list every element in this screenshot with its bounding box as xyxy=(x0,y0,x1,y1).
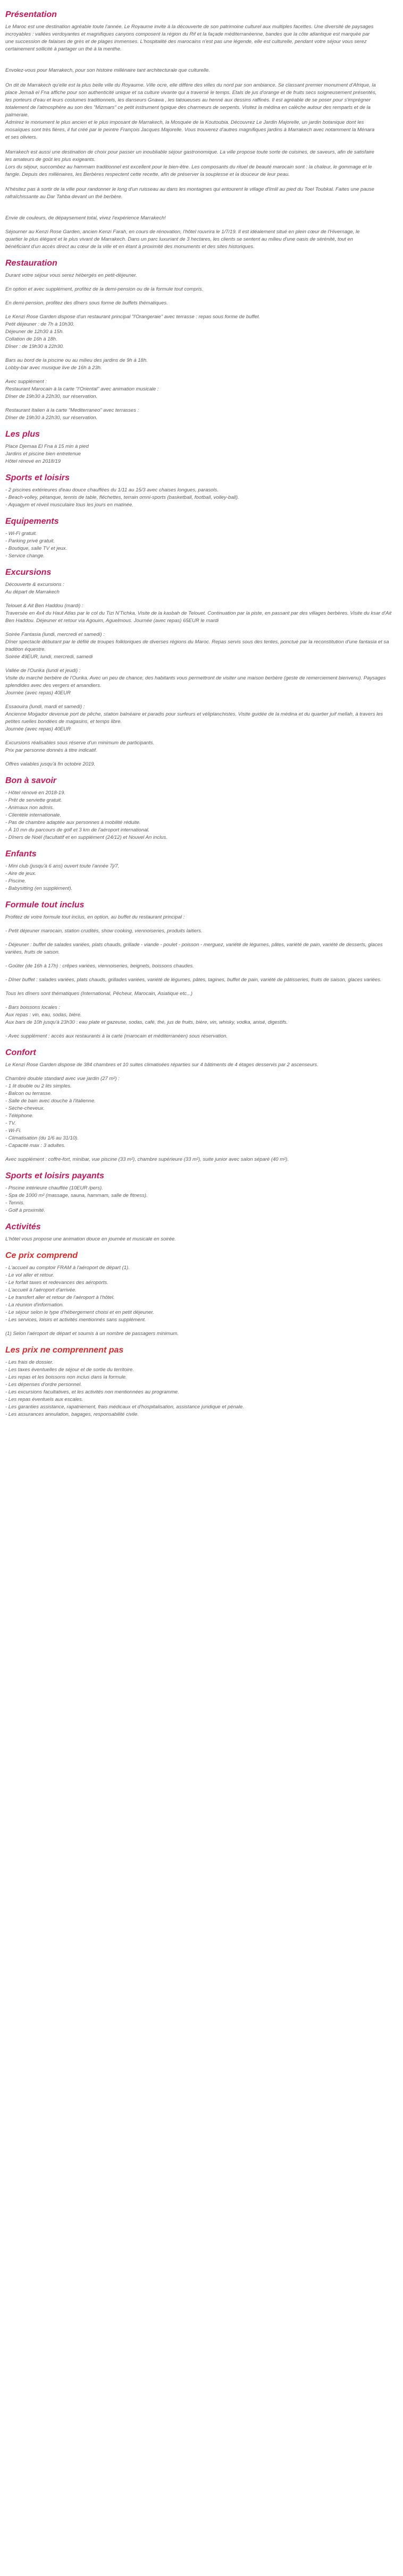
section-title: Sports et loisirs xyxy=(5,473,70,482)
section-title: Les plus xyxy=(5,430,40,439)
paragraph xyxy=(5,914,398,921)
text-line: Restaurant Italien à la carte "Mediterraneo" avec terrasses : xyxy=(5,407,139,413)
text-line: - L'accueil au comptoir FRAM à l'aéroport de départ (1). xyxy=(5,1265,130,1271)
paragraph xyxy=(5,990,398,998)
section xyxy=(5,1222,398,1243)
text-line: Collation de 16h à 18h. xyxy=(5,336,57,342)
text-line: - Sèche-cheveux. xyxy=(5,1106,45,1111)
section-title: Confort xyxy=(5,1048,36,1057)
text-line: Lors du séjour, succombez au hammam traditionnel est excellent pour le bien-être. Les composants du rituel de beauté marocain sont : la chaleur, le gommage et le fangle. Depuis des millénaires, les Berbères respectent cette recette, afin de préserver la souplesse et la douceur de leur peau. xyxy=(5,164,374,177)
section xyxy=(5,258,398,422)
text-line: - Piscine intérieure chauffée (10EUR /pers). xyxy=(5,1185,103,1191)
paragraph xyxy=(5,581,398,596)
paragraph xyxy=(5,976,398,984)
text-line: - Golf à proximité. xyxy=(5,1208,45,1213)
paragraph xyxy=(5,82,377,141)
text-line: - Hôtel rénové en 2018-19. xyxy=(5,790,66,796)
paragraph xyxy=(5,928,398,935)
text-line: Dîner de 19h30 à 22h30, sur réservation. xyxy=(5,415,98,421)
text-line: Journée (avec repas) 40EUR xyxy=(5,726,71,732)
text-line: Envie de couleurs, de dépaysement total, vivez l'expérience Marrakech! xyxy=(5,215,166,221)
text-line: Jardins et piscine bien entretenue xyxy=(5,451,81,457)
paragraph xyxy=(5,963,398,970)
text-line: - L'accueil à l'aéroport d'arrivée. xyxy=(5,1287,77,1293)
text-line: Essaouira (lundi, mardi et samedi) : xyxy=(5,704,85,710)
text-line: Aux bars de 10h jusqu'à 23h30 : eau plate et gazeuse, sodas, café, thé, jus de fruits, bière, vin, whisky, vodka, anisé, digestifs. xyxy=(5,1019,288,1025)
text-line: - À 10 mn du parcours de golf et 3 km de l'aéroport international. xyxy=(5,827,150,833)
text-line: Au départ de Marrakech xyxy=(5,589,60,595)
paragraph xyxy=(5,186,377,201)
paragraph xyxy=(5,1264,398,1324)
text-line: - Wi-Fi. xyxy=(5,1128,22,1134)
section xyxy=(5,776,398,841)
text-line: N'hésitez pas à sortir de la ville pour randonner le long d'un ruisseau au dans les montagnes qui entourent le village d'Imlil au pied du Toel Toubkal. Faites une pause rafraîchissante au Dar Tahba devant un thé berbère. xyxy=(5,186,376,200)
paragraph xyxy=(5,313,398,351)
text-line: Traversée en 4x4 du Haut Atlas par le col du Tizi N'Tichka. Visite de la kasbah de Telouet. Continuation par la piste, en passant par des villages berbères. Visite du ksar d'Ait Ben Haddou. Déjeuner et retour via Agouim, Aguelmous. Journée (avec repas) 65EUR le mardi xyxy=(5,610,393,624)
text-line: Découverte & excursions : xyxy=(5,582,64,588)
text-line: Offres valables jusqu'à fin octobre 2019. xyxy=(5,761,96,767)
paragraph xyxy=(5,407,398,422)
text-line: Dîner : de 19h30 à 22h30. xyxy=(5,344,64,350)
text-line: - Balcon ou terrasse. xyxy=(5,1091,52,1096)
text-line: - Les frais de dossier. xyxy=(5,1359,54,1365)
section xyxy=(5,1048,398,1163)
paragraph xyxy=(5,149,377,178)
text-line: Prix par personne donnés à titre indicatif. xyxy=(5,747,97,753)
text-line: Dîner de 19h30 à 22h30, sur réservation. xyxy=(5,394,98,399)
section xyxy=(5,1251,398,1338)
section xyxy=(5,1345,398,1418)
paragraph xyxy=(5,1061,398,1069)
text-line: Admirez le monument le plus ancien et le plus imposant de Marrakech, la Mosquée de la Koutoubia. Découvrez Le Jardin Majorelle, un jardin botanique dont les mosaïques sont très fières, il fut créé par le peintre François Jacques Majorelle. Vous trouverez d'autres magnifiques jardins à Marrakech avec notamment la Ménara et ses oliviers. xyxy=(5,120,376,140)
text-line: En option et avec supplément, profitez de la demi-pension ou de la formule tout compris. xyxy=(5,286,204,292)
text-line: - TV. xyxy=(5,1120,16,1126)
paragraph xyxy=(5,67,377,74)
section-title: Equipements xyxy=(5,517,59,526)
text-line: - Les services, loisirs et activités mentionnés sans supplément. xyxy=(5,1317,146,1323)
text-line: - Aquagym et réveil musculaire tous les jours en matinée. xyxy=(5,502,133,508)
section xyxy=(5,1171,398,1214)
text-line: - Les repas éventuels aux escales. xyxy=(5,1397,83,1402)
text-line: - Les assurances annulation, bagages, responsabilité civile. xyxy=(5,1412,139,1417)
text-line: Déjeuner de 12h30 à 15h. xyxy=(5,329,64,335)
text-line: - Bars boissons locales : xyxy=(5,1005,60,1010)
text-line: Ancienne Mogador devenue port de pêche, station balnéaire et paradis pour surfeurs et véliplanchistes. Visite guidée de la médina et du quartier juif mellah, à travers les petites ruelles bondées de magasins, et temps libre. xyxy=(5,711,384,725)
text-line: - Aire de jeux. xyxy=(5,871,37,877)
paragraph xyxy=(5,228,377,251)
paragraph xyxy=(5,1236,398,1243)
paragraph xyxy=(5,703,398,733)
text-line: Hôtel rénové en 2018/19 xyxy=(5,458,61,464)
text-line: - Le vol aller et retour. xyxy=(5,1272,55,1278)
text-line: - Animaux non admis. xyxy=(5,805,54,811)
text-line: L'hôtel vous propose une animation douce en journée et musicale en soirée. xyxy=(5,1236,176,1242)
section-title: Restauration xyxy=(5,259,57,268)
paragraph xyxy=(5,631,398,661)
text-line: - Les repas et les boissons non inclus dans la formule. xyxy=(5,1374,127,1380)
text-line: - Dîner buffet : salades variées, plats chauds, grillades variées, variété de légumes, pâtes, tagines, buffet de pain, variété de pâtisseries, fruits de saison, glaces variées. xyxy=(5,977,382,983)
text-line: - Parking privé gratuit. xyxy=(5,538,55,544)
text-line: - Piscine. xyxy=(5,878,27,884)
text-line: - Beach-volley, pétanque, tennis de table, fléchettes, terrain omni-sports (basketball, football, volley-ball). xyxy=(5,495,239,500)
text-line: Restaurant Marocain à la carte "l'Oriental" avec animation musicale : xyxy=(5,386,159,392)
text-line: - Le transfert aller et retour de l'aéroport à l'hôtel. xyxy=(5,1295,115,1300)
paragraph xyxy=(5,1359,398,1418)
section xyxy=(5,516,398,560)
paragraph xyxy=(5,215,377,222)
section xyxy=(5,473,398,509)
paragraph xyxy=(5,1004,398,1026)
section-title: Présentation xyxy=(5,10,57,19)
text-line: - Clientèle internationale. xyxy=(5,812,62,818)
paragraph xyxy=(5,23,377,53)
paragraph xyxy=(5,272,398,279)
text-line: On dit de Marrakech qu'elle est la plus belle ville du Royaume. Ville ocre, elle diffère des villes du nord par son ambiance. Se classant premier monument d'Afrique, la place Jemaâ el Fna affiche pour son authenticité unique et sa culture vivante qui a traversé le temps. Etals de jus d'orange et de fruits secs soigneusement présentés, les porteurs d'eau et leurs costumes traditionnels, les danseurs Gnawa , les tatoueuses au henné aux dessins raffinés. Il est agréable de se poser pour s'imprégner totalement de l'atmosphère au son des "Mizmars" ce petit instrument typique des charmeurs de serpents. Visitez la médina en calèche autour des remparts et de la palmeraie. xyxy=(5,82,378,118)
section xyxy=(5,849,398,892)
text-line: Profitez de votre formule tout inclus, en option, au buffet du restaurant principal : xyxy=(5,914,185,920)
text-line: Journée (avec repas) 40EUR xyxy=(5,690,71,696)
paragraph xyxy=(5,443,398,465)
text-line: Lobby-bar avec musique live de 16h à 23h. xyxy=(5,365,102,371)
section-title: Excursions xyxy=(5,568,52,577)
text-line: - Les excursions facultatives, et les activités non mentionnées au programme. xyxy=(5,1389,179,1395)
paragraph xyxy=(5,300,398,307)
section-title: Formule tout inclus xyxy=(5,900,85,909)
text-line: - Goûter (de 16h à 17h) : crêpes variées, viennoiseries, beignets, boissons chaudes. xyxy=(5,963,194,969)
text-line: - Pas de chambre adaptée aux personnes à mobilité réduite. xyxy=(5,820,141,826)
section xyxy=(5,10,398,251)
text-line: Séjourner au Kenzi Rose Garden, ancien Kenzi Farah, en cours de rénovation, l'hôtel rouvrira le 1/7/19. Il est idéalement situé en plein cœur de l'Hivernage, le quartier le plus élégant et le plus vivant de Marrakech. Dans un parc luxuriant de 3 hectares, les clients se sentent au milieu d'une oasis de sérénité, tout en bénéficiant d'un accès direct au cœur de la ville et en étant à proximité des monuments et des sites historiques. xyxy=(5,229,361,250)
text-line: - Tennis. xyxy=(5,1200,25,1206)
text-line: - Boutique, salle TV et jeux. xyxy=(5,546,68,551)
section xyxy=(5,900,398,1040)
text-line: - Spa de 1000 m² (massage, sauna, hammam, salle de fitness). xyxy=(5,1193,148,1198)
text-line: - Dîners de Noël (facultatif et en supplément (24/12) et Nouvel An inclus. xyxy=(5,835,167,840)
text-line: - Le séjour selon le type d'hébergement choisi et en petit déjeuner. xyxy=(5,1310,154,1315)
paragraph xyxy=(5,863,398,892)
text-line: Petit déjeuner : de 7h à 10h30. xyxy=(5,321,74,327)
text-line: - La réunion d'information. xyxy=(5,1302,64,1308)
text-line: - Wi-Fi gratuit. xyxy=(5,531,37,537)
section-title: Enfants xyxy=(5,849,37,858)
text-line: Telouet & Ait Ben Haddou (mardi) : xyxy=(5,603,83,609)
text-line: - Les taxes éventuelles de séjour et de sortie du territoire. xyxy=(5,1367,134,1373)
text-line: - Le forfait taxes et redevances des aéroports. xyxy=(5,1280,108,1286)
section-title: Les prix ne comprennent pas xyxy=(5,1346,124,1355)
text-line: - Petit déjeuner marocain, station crudités, show cooking, viennoiseries, produits laitiers. xyxy=(5,928,203,934)
text-line: - Babysitting (en supplément). xyxy=(5,886,73,891)
paragraph xyxy=(5,739,398,754)
paragraph xyxy=(5,1033,398,1040)
text-line: Place Djemaa El Fna à 15 min à pied xyxy=(5,444,89,449)
text-line: Visite du marché berbère de l'Ourika. Avec un peu de chance, des habitants vous permettront de visiter une maison berbère (geste de remerciement bienvenu). Paysages splendides avec des vergers et amandiers. xyxy=(5,675,388,688)
text-line: - Mini club (jusqu'à 6 ans) ouvert toute l'année 7j/7. xyxy=(5,863,120,869)
paragraph xyxy=(5,487,398,509)
text-line: Soirée 49EUR, lundi, mercredi, samedi xyxy=(5,654,93,660)
section-title: Bon à savoir xyxy=(5,776,57,785)
text-line: (1) Selon l'aéroport de départ et soumis à un nombre de passagers minimum. xyxy=(5,1331,179,1337)
text-line: - Salle de bain avec douche à l'italienne. xyxy=(5,1098,96,1104)
paragraph xyxy=(5,1156,398,1163)
text-line: - Déjeuner : buffet de salades variées, plats chauds, grillade - viande - poulet - poisson - merguez, variété de légumes, pâtes, variété de pain, variété de desserts, glaces variées, fruits de saison. xyxy=(5,942,384,955)
text-line: Dîner spectacle débutant par le défilé de troupes folkloriques de diverses régions du Maroc. Repas servis sous des tentes, ponctué par la reconstitution d'une fantasia et sa tradition équestre. xyxy=(5,639,391,652)
section-title: Sports et loisirs payants xyxy=(5,1171,104,1180)
paragraph xyxy=(5,357,398,372)
text-line: - Avec supplément : accès aux restaurants à la carte (marocain et méditerranéen) sous réservation. xyxy=(5,1033,228,1039)
text-line: Durant votre séjour vous serez hébergés en petit-déjeuner. xyxy=(5,273,137,278)
text-line: Avec supplément : xyxy=(5,379,47,385)
text-line: Tous les dîners sont thématiques (International, Pêcheur, Marocain, Asiatique etc...) xyxy=(5,991,193,997)
text-line: Envolez-vous pour Marrakech, pour son histoire millénaire tant architecturale que culturelle. xyxy=(5,67,210,73)
text-line: - Les garanties assistance, rapatriement, frais médicaux et d'hospitalisation, assistance juridique et pénale. xyxy=(5,1404,245,1410)
paragraph xyxy=(5,378,398,401)
text-line: Le Kenzi Rose Garden dispose d'un restaurant principal "l'Orangeraie" avec terrasse : repas sous forme de buffet. xyxy=(5,314,261,320)
text-line: Aux repas : vin, eau, sodas, bière. xyxy=(5,1012,82,1018)
text-line: - Capacité max : 3 adultes. xyxy=(5,1143,65,1149)
section xyxy=(5,429,398,465)
text-line: Vallée de l'Ourika (lundi et jeudi) : xyxy=(5,668,81,674)
section-title: Activités xyxy=(5,1222,41,1231)
text-line: Bars au bord de la piscine ou au milieu des jardins de 9h à 18h. xyxy=(5,358,148,363)
text-line: - Prêt de serviette gratuit. xyxy=(5,797,62,803)
paragraph xyxy=(5,1075,398,1150)
text-line: - Climatisation (du 1/6 au 31/10). xyxy=(5,1135,79,1141)
text-line: - Service change. xyxy=(5,553,45,559)
text-line: - 1 lit double ou 2 lits simples. xyxy=(5,1083,72,1089)
paragraph xyxy=(5,941,398,956)
text-line: - Téléphone. xyxy=(5,1113,34,1119)
text-line: Marrakech est aussi une destination de choix pour passer un inoubliable séjour gastronomique. La ville propose toute sorte de cuisines, de saveurs, afin de satisfaire les amateurs de goût les plus exigeants. xyxy=(5,149,376,163)
paragraph xyxy=(5,1185,398,1214)
text-line: Chambre double standard avec vue jardin (27 m²) : xyxy=(5,1076,120,1082)
text-line: - 2 piscines extérieures d'eau douce chauffées du 1/11 au 15/3 avec chaises longues, parasols. xyxy=(5,487,219,493)
paragraph xyxy=(5,667,398,697)
section xyxy=(5,567,398,768)
section-title: Ce prix comprend xyxy=(5,1251,78,1260)
paragraph xyxy=(5,530,398,560)
paragraph xyxy=(5,286,398,293)
text-line: Le Maroc est une destination agréable toute l'année. Le Royaume invite à la découverte de son patrimoine culturel aux multiples facettes. Une diversité de paysages incroyables : vallées verdoyantes et magnifiques canyons composent la région du Rif et la façade méditerranéenne, bandes que la côte atlantique est marquée par une succession de falaises de grès et de plages immenses. L'hospitalité des marocains n'est pas une légende, elle est culturelle, pendant votre séjour vous serez certainement sollicité à partager un thé à la menthe. xyxy=(5,24,375,52)
paragraph xyxy=(5,602,398,625)
text-line: En demi-pension, profitez des dîners sous forme de buffets thématiques. xyxy=(5,300,168,306)
paragraph xyxy=(5,1330,398,1338)
text-line: Excursions réalisables sous réserve d'un minimum de participants. xyxy=(5,740,155,746)
paragraph xyxy=(5,761,398,768)
text-line: Avec supplément : coffre-fort, minibar, vue piscine (33 m²), chambre supérieure (33 m²), suite junior avec salon séparé (40 m²). xyxy=(5,1157,289,1162)
text-line: - Les dépenses d'ordre personnel. xyxy=(5,1382,82,1388)
text-line: Le Kenzi Rose Garden dispose de 384 chambres et 10 suites climatisées réparties sur 4 bâtiments de 4 étages desservis par 2 ascenseurs. xyxy=(5,1062,318,1068)
text-line: Soirée Fantasia (lundi, mercredi et samedi) : xyxy=(5,632,105,637)
paragraph xyxy=(5,789,398,841)
